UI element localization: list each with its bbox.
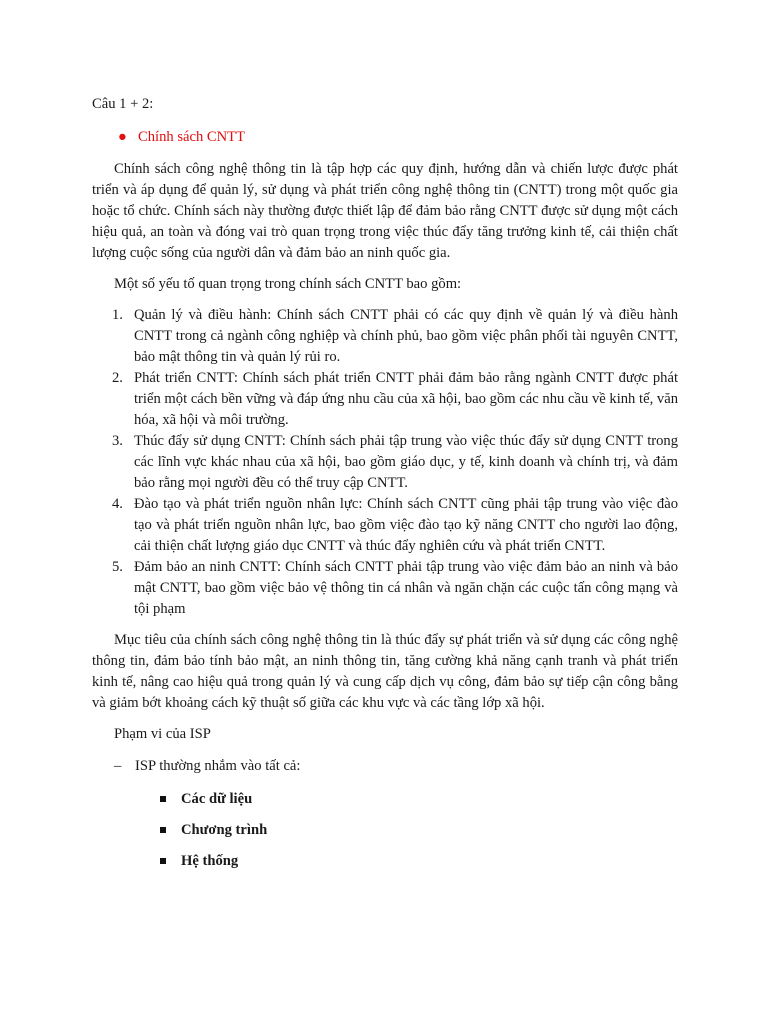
dash-item-row xyxy=(92,756,678,777)
square-bullet-icon xyxy=(160,827,166,833)
list-item xyxy=(92,368,678,431)
list-item xyxy=(92,557,678,620)
sub-list-item xyxy=(92,851,678,872)
list-item-text: Phát triển CNTT: Chính sách phát triển CNTT phải đảm bảo rằng ngành CNTT được phát triển một cách bền vững và đáp ứng nhu cầu của xã hội, bao gồm các nhu cầu về kinh tế, văn hóa, xã hội và môi trường. xyxy=(134,370,678,428)
dash-icon: – xyxy=(114,758,122,774)
list-item-number: 5. xyxy=(112,559,123,575)
sub-item-text: Các dữ liệu xyxy=(181,791,253,807)
paragraph-objective: Mục tiêu của chính sách công nghệ thông tin là thúc đẩy sự phát triển và sử dụng các công nghệ thông tin, đảm bảo tính bảo mật, an ninh thông tin, tăng cường khả năng cạnh tranh và phát triển kinh tế, nâng cao hiệu quả trong quản lý và cung cấp dịch vụ công, đảm bảo sự tiếp cận công bằng và giảm bớt khoảng cách kỹ thuật số giữa các khu vực và các tầng lớp xã hội. xyxy=(92,632,678,711)
scope-heading: Phạm vi của ISP xyxy=(114,726,211,742)
sub-list-item xyxy=(92,820,678,841)
list-item xyxy=(92,431,678,494)
list-item-text: Quản lý và điều hành: Chính sách CNTT phải có các quy định về quản lý và điều hành CNTT trong cả ngành công nghiệp và chính phủ, bao gồm việc phân phối tài nguyên CNTT, bảo mật thông tin và quản lý rủi ro. xyxy=(134,307,678,365)
sub-item-list xyxy=(92,789,678,872)
list-item-text: Đào tạo và phát triển nguồn nhân lực: Chính sách CNTT cũng phải tập trung vào việc đào tạo và phát triển nguồn nhân lực, bao gồm việc đào tạo kỹ năng CNTT cho người lao động, cải thiện chất lượng giáo dục CNTT và thúc đẩy nghiên cứu và phát triển CNTT. xyxy=(134,496,678,554)
list-item-text: Đảm bảo an ninh CNTT: Chính sách CNTT phải tập trung vào việc đảm bảo an ninh và bảo mật CNTT, bao gồm việc bảo vệ thông tin cá nhân và ngăn chặn các cuộc tấn công mạng và tội phạm xyxy=(134,559,678,617)
list-intro: Một số yếu tố quan trọng trong chính sách CNTT bao gồm: xyxy=(114,276,462,292)
square-bullet-icon xyxy=(160,858,166,864)
sub-list-item xyxy=(92,789,678,810)
numbered-list xyxy=(92,305,678,620)
list-item xyxy=(92,305,678,368)
bullet-heading-row xyxy=(92,127,678,148)
list-item-number: 3. xyxy=(112,433,123,449)
question-label: Câu 1 + 2: xyxy=(92,96,154,112)
list-item-text: Thúc đẩy sử dụng CNTT: Chính sách phải tập trung vào việc thúc đẩy sử dụng CNTT trong các lĩnh vực khác nhau của xã hội, bao gồm giáo dục, y tế, kinh doanh và chính trị, và đảm bảo rằng mọi người đều có thể truy cập CNTT. xyxy=(134,433,678,491)
list-item-number: 1. xyxy=(112,307,123,323)
list-item-number: 4. xyxy=(112,496,123,512)
sub-item-text: Chương trình xyxy=(181,822,268,838)
paragraph-definition: Chính sách công nghệ thông tin là tập hợp các quy định, hướng dẫn và chiến lược được phát triển và áp dụng để quản lý, sử dụng và phát triển công nghệ thông tin (CNTT) trong một quốc gia hoặc tổ chức. Chính sách này thường được thiết lập để đảm bảo rằng CNTT được sử dụng một cách hiệu quả, an toàn và đóng vai trò quan trọng trong việc thúc đẩy tăng trưởng kinh tế, cải thiện chất lượng cuộc sống của người dân và đảm bảo an ninh quốc gia. xyxy=(92,161,678,261)
bullet-heading: Chính sách CNTT xyxy=(138,129,246,145)
list-item-number: 2. xyxy=(112,370,123,386)
page-content xyxy=(92,94,678,882)
list-item xyxy=(92,494,678,557)
sub-item-text: Hệ thống xyxy=(181,853,239,869)
bullet-dot-icon: ● xyxy=(118,129,127,145)
square-bullet-icon xyxy=(160,796,166,802)
dash-item-text: ISP thường nhắm vào tất cả: xyxy=(135,758,301,774)
